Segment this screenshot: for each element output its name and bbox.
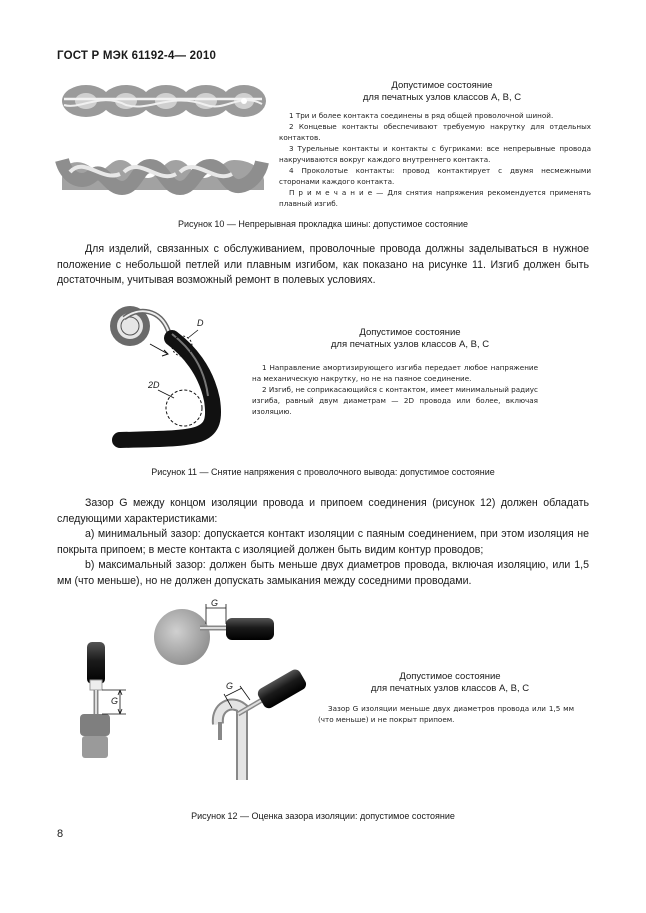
fig11-state-subtitle: для печатных узлов классов А, В, С	[330, 339, 490, 350]
fig11-state	[290, 327, 530, 351]
fig10-note-5: П р и м е ч а н и е — Для снятия напряжения рекомендуется применять плавный изгиб.	[279, 188, 591, 208]
fig11-label-2d: 2D	[148, 380, 160, 390]
fig12-caption: Рисунок 12 — Оценка зазора изоляции: допустимое состояние	[191, 811, 455, 821]
paragraph-2-intro: Зазор G между концом изоляции провода и припоем соединения (рисунок 12) должен обладать следующими характеристиками:	[57, 497, 589, 525]
fig11-note-1: 1 Направление амортизирующего изгиба передает любое напряжение на механическую накрутку, но не на паяное соединение.	[252, 363, 538, 383]
fig11-state-title: Допустимое состояние	[359, 327, 461, 338]
fig10-state	[300, 80, 584, 104]
paragraph-1	[57, 242, 589, 289]
fig12-note: Зазор G изоляции меньше двух диаметров провода или 1,5 мм (что меньше) и не покрыт припоем.	[318, 704, 574, 724]
fig10-notes	[279, 110, 591, 209]
fig10-note-4: 4 Проколотые контакты: провод контактирует с двумя несмежными сторонами каждого контакта.	[279, 166, 591, 186]
paragraph-2	[57, 496, 589, 590]
fig12-state-subtitle: для печатных узлов классов А, В, С	[370, 683, 530, 694]
fig10-note-3: 3 Турельные контакты и контакты с бугриками: все непрерывные провода накручиваются вокруг каждого внутреннего контакта.	[279, 144, 591, 164]
fig11-notes	[252, 362, 538, 417]
fig10-note-2: 2 Концевые контакты обеспечивают требуемую накрутку для отдельных контактов.	[279, 122, 591, 142]
fig10-state-title: Допустимое состояние	[391, 80, 493, 91]
fig12-notes	[318, 703, 574, 725]
fig10-note-1: 1 Три и более контакта соединены в ряд общей проволочной шиной.	[289, 111, 554, 120]
page-number: 8	[57, 828, 64, 840]
fig12-top-drawing	[154, 604, 274, 665]
fig10-state-subtitle: для печатных узлов классов А, В, С	[362, 92, 522, 103]
fig10-caption: Рисунок 10 — Непрерывная прокладка шины: допустимое состояние	[177, 219, 469, 229]
fig11-label-d: D	[197, 318, 204, 328]
fig12-label-g-bottom: G	[226, 681, 234, 691]
fig10-bottom-wrap	[62, 160, 264, 190]
document-header: ГОСТ Р МЭК 61192-4— 2010	[57, 50, 217, 62]
fig11-note-2: 2 Изгиб, не соприкасающийся с контактом, имеет минимальный радиус изгиба, равный двум диаметрам — 2D провода или более, включая изоляцию.	[252, 385, 538, 416]
paragraph-2-item-b: b) максимальный зазор: должен быть меньше двух диаметров провода, включая изоляцию, или 1,5 мм (что меньше), но не должен допускать замыкания между соседними проводами.	[57, 559, 589, 587]
fig12-left-drawing	[80, 642, 126, 758]
paragraph-2-item-a: а) минимальный зазор: допускается контакт изоляции с паяным соединением, при этом изоляция не покрыта припоем; в месте контакта с изоляцией должен быть видим контур проводов;	[57, 528, 589, 556]
fig12-label-g-left: G	[111, 696, 119, 706]
fig12-state	[330, 671, 570, 695]
fig10-top-contacts	[62, 85, 266, 117]
fig12-state-title: Допустимое состояние	[399, 671, 501, 682]
fig11-caption: Рисунок 11 — Снятие напряжения с проволочного вывода: допустимое состояние	[151, 467, 495, 477]
paragraph-1-text: Для изделий, связанных с обслуживанием, проволочные провода должны заделываться в нужное положение с небольшой петлей или плавным изгибом, как показано на рисунке 11. Изгиб должен быть достаточным, учитывая возможный ремонт в полевых условиях.	[57, 243, 589, 287]
fig12-label-g-top: G	[211, 598, 219, 608]
